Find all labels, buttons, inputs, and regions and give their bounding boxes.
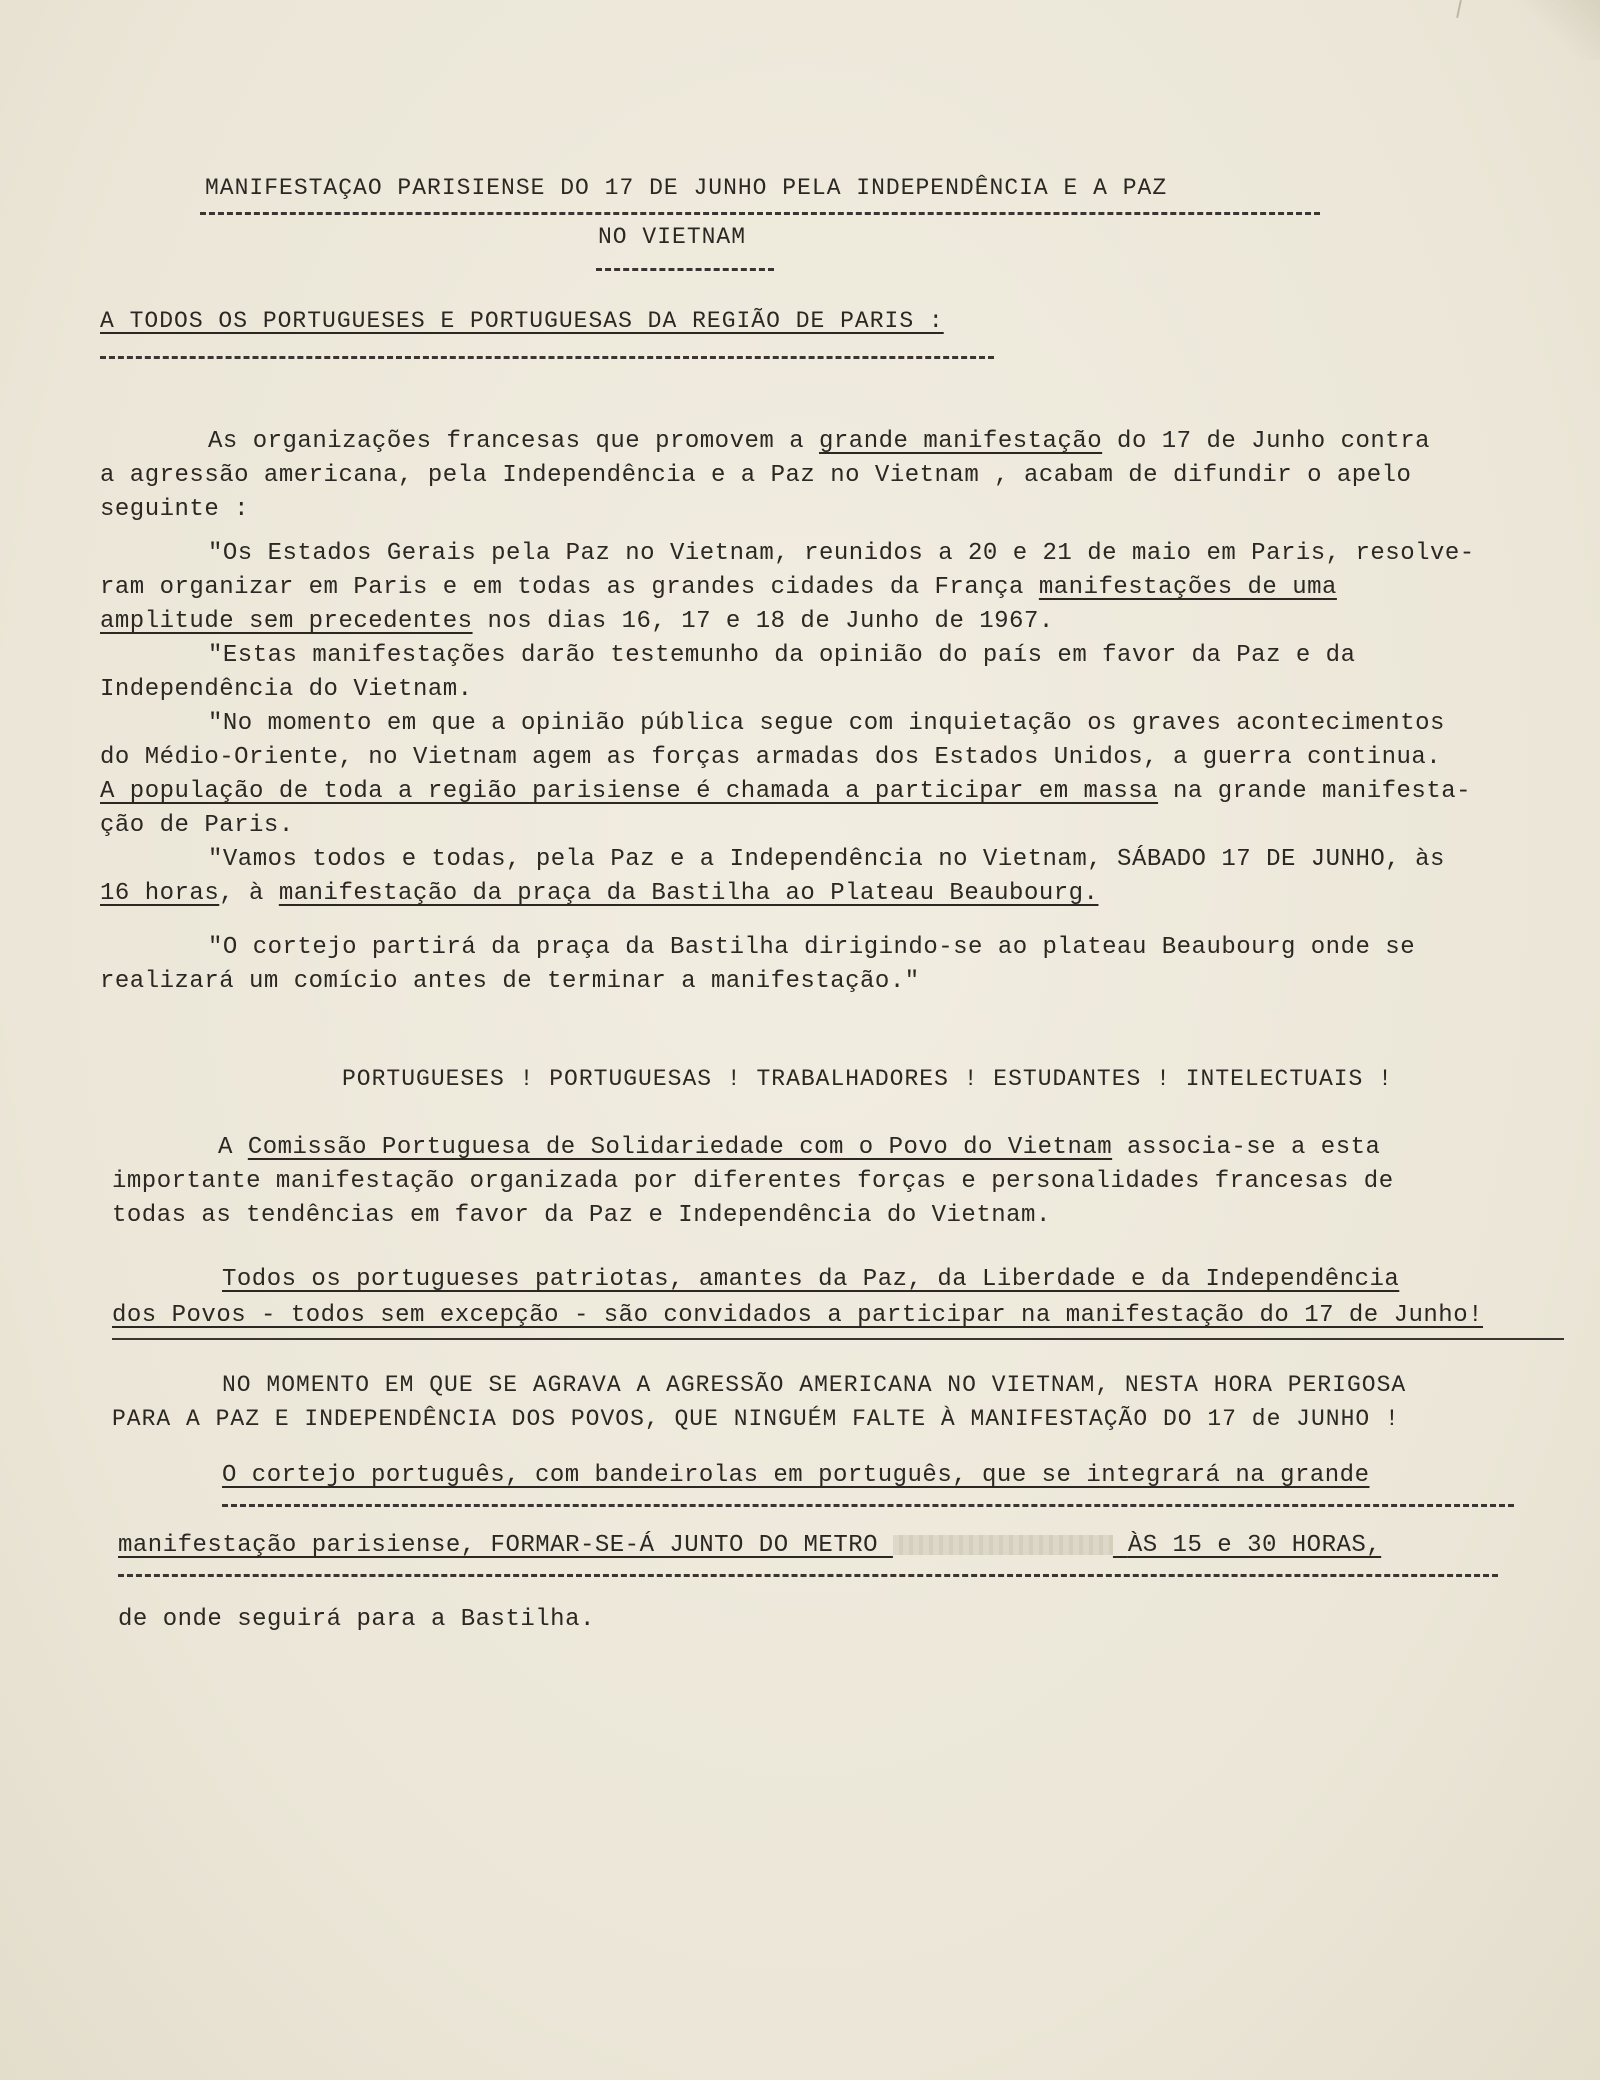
paper-mark [1456,0,1462,18]
appeal-p3-line-3: A população de toda a região parisiense é chamada a participar em massa na grande manifesta- [100,778,1472,805]
title-rule-2 [596,268,774,271]
warning-line-1: NO MOMENTO EM QUE SE AGRAVA A AGRESSÃO AMERICANA NO VIETNAM, NESTA HORA PERIGOSA [222,1372,1407,1398]
address-heading: A TODOS OS PORTUGUESES E PORTUGUESAS DA REGIÃO DE PARIS : [100,308,944,334]
invite-rule [112,1338,1564,1340]
appeal-p5-line-2: realizará um comício antes de terminar a manifestação." [100,968,920,995]
title-line-1: MANIFESTAÇAO PARISIENSE DO 17 DE JUNHO PELA INDEPENDÊNCIA E A PAZ [205,175,1168,201]
invite-line-1: Todos os portugueses patriotas, amantes da Paz, da Liberdade e da Independência [222,1266,1400,1293]
appeal-p3-line-4: ção de Paris. [100,812,294,839]
appeal-p2-line-2: Independência do Vietnam. [100,676,473,703]
commission-line-2: importante manifestação organizada por diferentes forças e personalidades francesas de [112,1168,1394,1195]
commission-line-3: todas as tendências em favor da Paz e Independência do Vietnam. [112,1202,1051,1229]
address-rule [100,356,994,359]
redacted-station [893,1535,1113,1555]
intro-line-1: As organizações francesas que promovem a grande manifestação do 17 de Junho contra [208,428,1431,455]
appeal-p3-line-2: do Médio-Oriente, no Vietnam agem as forças armadas dos Estados Unidos, a guerra continua. [100,744,1442,771]
intro-line-3: seguinte : [100,496,250,523]
appeal-p5-line-1: "O cortejo partirá da praça da Bastilha dirigindo-se ao plateau Beaubourg onde se [208,934,1416,961]
intro-line-2: a agressão americana, pela Independência e a Paz no Vietnam , acabam de difundir o apelo [100,462,1412,489]
cortejo-line-2: manifestação parisiense, FORMAR-SE-Á JUNTO DO METRO ÀS 15 e 30 HORAS, [118,1532,1382,1559]
warning-line-2: PARA A PAZ E INDEPENDÊNCIA DOS POVOS, QUE NINGUÉM FALTE À MANIFESTAÇÃO DO 17 de JUNHO ! [112,1406,1400,1432]
appeal-p4-line-2: 16 horas, à manifestação da praça da Bastilha ao Plateau Beaubourg. [100,880,1099,907]
title-rule-1 [200,212,1320,215]
cortejo-rule-1 [222,1504,1514,1507]
cortejo-rule-2 [118,1574,1498,1577]
appeal-p2-line-1: "Estas manifestações darão testemunho da opinião do país em favor da Paz e da [208,642,1356,669]
appeal-p1-line-2: ram organizar em Paris e em todas as grandes cidades da França manifestações de uma [100,574,1337,601]
title-line-2: NO VIETNAM [598,224,747,250]
cortejo-line-3: de onde seguirá para a Bastilha. [118,1606,595,1633]
commission-line-1: A Comissão Portuguesa de Solidariedade com o Povo do Vietnam associa-se a esta [218,1134,1381,1161]
cortejo-line-1: O cortejo português, com bandeirolas em português, que se integrará na grande [222,1462,1370,1489]
appeal-p1-line-3: amplitude sem precedentes nos dias 16, 17 e 18 de Junho de 1967. [100,608,1054,635]
callout-line: PORTUGUESES ! PORTUGUESAS ! TRABALHADORES ! ESTUDANTES ! INTELECTUAIS ! [342,1066,1393,1092]
invite-line-2: dos Povos - todos sem excepção - são convidados a participar na manifestação do 17 de Junho! [112,1302,1484,1329]
appeal-p4-line-1: "Vamos todos e todas, pela Paz e a Independência no Vietnam, SÁBADO 17 DE JUNHO, às [208,846,1445,873]
appeal-p3-line-1: "No momento em que a opinião pública segue com inquietação os graves acontecimentos [208,710,1445,737]
paper-crease [1520,0,1600,60]
appeal-p1-line-1: "Os Estados Gerais pela Paz no Vietnam, reunidos a 20 e 21 de maio em Paris, resolve- [208,540,1475,567]
